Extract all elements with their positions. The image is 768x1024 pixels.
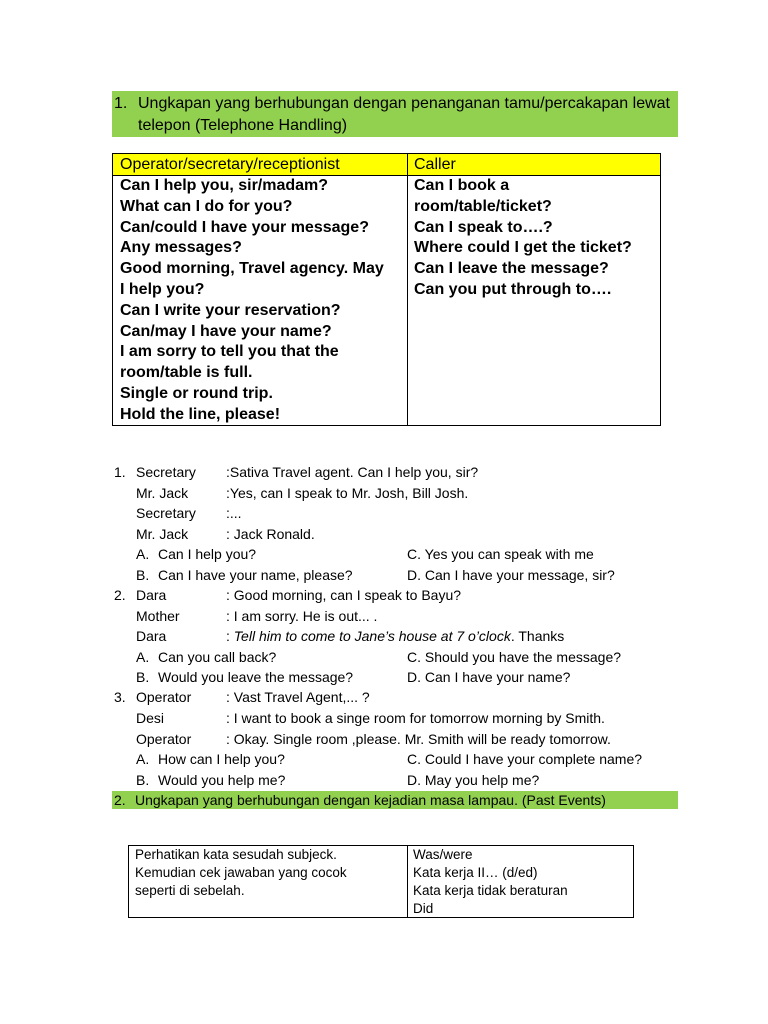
- option-b[interactable]: [136, 565, 353, 586]
- option-letter: A.: [136, 649, 150, 665]
- option-a[interactable]: [136, 647, 276, 668]
- phrase-table: [112, 153, 661, 426]
- dialog-line: : Jack Ronald.: [226, 526, 315, 542]
- header-caller: Caller: [414, 156, 456, 173]
- dialog-line: : Vast Travel Agent,... ?: [226, 689, 370, 705]
- option-d[interactable]: [407, 667, 570, 688]
- option-b[interactable]: [136, 770, 285, 791]
- dialog-italic: Tell him to come to Jane’s house at 7 o’clock: [233, 628, 511, 644]
- dialog-speaker: Dara: [136, 628, 167, 644]
- dialog-line: :Yes, can I speak to Mr. Josh, Bill Josh.: [226, 485, 469, 501]
- instruction-cell: [135, 846, 347, 900]
- dialog-speaker: Mr. Jack: [136, 526, 189, 542]
- option-d[interactable]: [407, 565, 615, 586]
- option-text: How can I help you?: [158, 751, 285, 767]
- dialog-suffix: . Thanks: [510, 628, 565, 644]
- option-letter: A.: [136, 751, 150, 767]
- instruction-line: seperti di sebelah.: [135, 883, 245, 898]
- answer-line: Did: [413, 901, 434, 916]
- option-letter: B.: [136, 669, 150, 685]
- table-divider: [407, 154, 408, 425]
- section-1-number: 1.: [114, 95, 128, 112]
- option-text: Could I have your complete name?: [424, 751, 643, 767]
- option-a[interactable]: [136, 749, 285, 770]
- dialog-speaker: Mr. Jack: [136, 485, 189, 501]
- dialog-line: : Okay. Single room ,please. Mr. Smith will be ready tomorrow.: [226, 731, 611, 747]
- option-letter: D.: [407, 567, 421, 583]
- exercise-number: 2.: [114, 587, 126, 603]
- section-1-heading: [112, 91, 678, 137]
- option-letter: D.: [407, 669, 421, 685]
- operator-phrase: Can/may I have your name?: [120, 322, 332, 340]
- dialog-line: [226, 626, 564, 647]
- option-text: Should you have the message?: [424, 649, 622, 665]
- dialog-line: : Good morning, can I speak to Bayu?: [226, 587, 462, 603]
- answer-line: Was/were: [413, 847, 473, 862]
- exercise-number: 3.: [114, 689, 126, 705]
- operator-phrase: What can I do for you?: [120, 197, 293, 215]
- option-letter: A.: [136, 546, 150, 562]
- operator-phrases: [120, 176, 405, 426]
- option-letter: D.: [407, 772, 421, 788]
- option-text: Can I help you?: [158, 546, 257, 562]
- past-events-table: [128, 845, 634, 918]
- header-operator: Operator/secretary/receptionist: [120, 156, 340, 173]
- option-text: Can I have your message, sir?: [424, 567, 615, 583]
- caller-phrases: [414, 176, 654, 301]
- option-letter: B.: [136, 567, 150, 583]
- option-letter: C.: [407, 751, 421, 767]
- dialog-line: : I want to book a singe room for tomorrow morning by Smith.: [226, 710, 605, 726]
- option-text: Can you call back?: [158, 649, 277, 665]
- dialog-line: :...: [226, 505, 242, 521]
- exercise-number: 1.: [114, 464, 126, 480]
- section-2-number: 2.: [114, 792, 126, 808]
- dialog-speaker: Operator: [136, 731, 192, 747]
- operator-phrase: Single or round trip.: [120, 384, 273, 402]
- answer-line: Kata kerja tidak beraturan: [413, 883, 568, 898]
- caller-phrase: Can you put through to….: [414, 280, 612, 298]
- caller-phrase: Can I speak to….?: [414, 218, 553, 236]
- option-c[interactable]: [407, 544, 594, 565]
- instruction-line: Perhatikan kata sesudah subjeck.: [135, 847, 337, 862]
- option-b[interactable]: [136, 667, 353, 688]
- option-text: Can I have your name, please?: [158, 567, 353, 583]
- option-letter: C.: [407, 546, 421, 562]
- dialog-speaker: Secretary: [136, 464, 196, 480]
- dialog-speaker: Operator: [136, 689, 192, 705]
- operator-phrase: I help you?: [120, 280, 205, 298]
- option-text: May you help me?: [424, 772, 540, 788]
- option-d[interactable]: [407, 770, 539, 791]
- caller-phrase: room/table/ticket?: [414, 197, 552, 215]
- dialog-prefix: :: [226, 628, 234, 644]
- option-a[interactable]: [136, 544, 256, 565]
- dialog-speaker: Mother: [136, 608, 180, 624]
- caller-phrase: Can I book a: [414, 177, 510, 194]
- dialog-line: :Sativa Travel agent. Can I help you, sir?: [226, 464, 479, 480]
- option-c[interactable]: [407, 647, 621, 668]
- answer-line: Kata kerja II… (d/ed): [413, 865, 538, 880]
- section-2-title: Ungkapan yang berhubungan dengan kejadian masa lampau. (Past Events): [135, 792, 606, 808]
- option-text: Yes you can speak with me: [424, 546, 594, 562]
- operator-phrase: Can I write your reservation?: [120, 301, 341, 319]
- section-2-heading: [112, 791, 678, 809]
- option-text: Would you help me?: [158, 772, 286, 788]
- option-letter: C.: [407, 649, 421, 665]
- option-c[interactable]: [407, 749, 642, 770]
- dialog-speaker: Dara: [136, 587, 167, 603]
- instruction-line: Kemudian cek jawaban yang cocok: [135, 865, 347, 880]
- caller-phrase: Where could I get the ticket?: [414, 239, 632, 257]
- dialog-speaker: Secretary: [136, 505, 196, 521]
- table-divider: [407, 846, 408, 917]
- dialog-line: : I am sorry. He is out... .: [226, 608, 378, 624]
- operator-phrase: Hold the line, please!: [120, 405, 281, 423]
- dialog-speaker: Desi: [136, 710, 165, 726]
- operator-phrase: Any messages?: [120, 239, 242, 257]
- operator-phrase: Can/could I have your message?: [120, 218, 369, 236]
- answer-cell: [413, 846, 568, 918]
- operator-phrase: Can I help you, sir/madam?: [120, 177, 329, 194]
- option-letter: B.: [136, 772, 150, 788]
- operator-phrase: Good morning, Travel agency. May: [120, 260, 384, 278]
- caller-phrase: Can I leave the message?: [414, 260, 609, 278]
- operator-phrase: room/table is full.: [120, 364, 253, 382]
- phrase-table-header: [113, 154, 660, 176]
- operator-phrase: I am sorry to tell you that the: [120, 343, 339, 361]
- option-text: Can I have your name?: [424, 669, 571, 685]
- option-text: Would you leave the message?: [158, 669, 354, 685]
- section-1-title: Ungkapan yang berhubungan dengan penanganan tamu/percakapan lewat telepon (Telephone Handling): [138, 95, 670, 134]
